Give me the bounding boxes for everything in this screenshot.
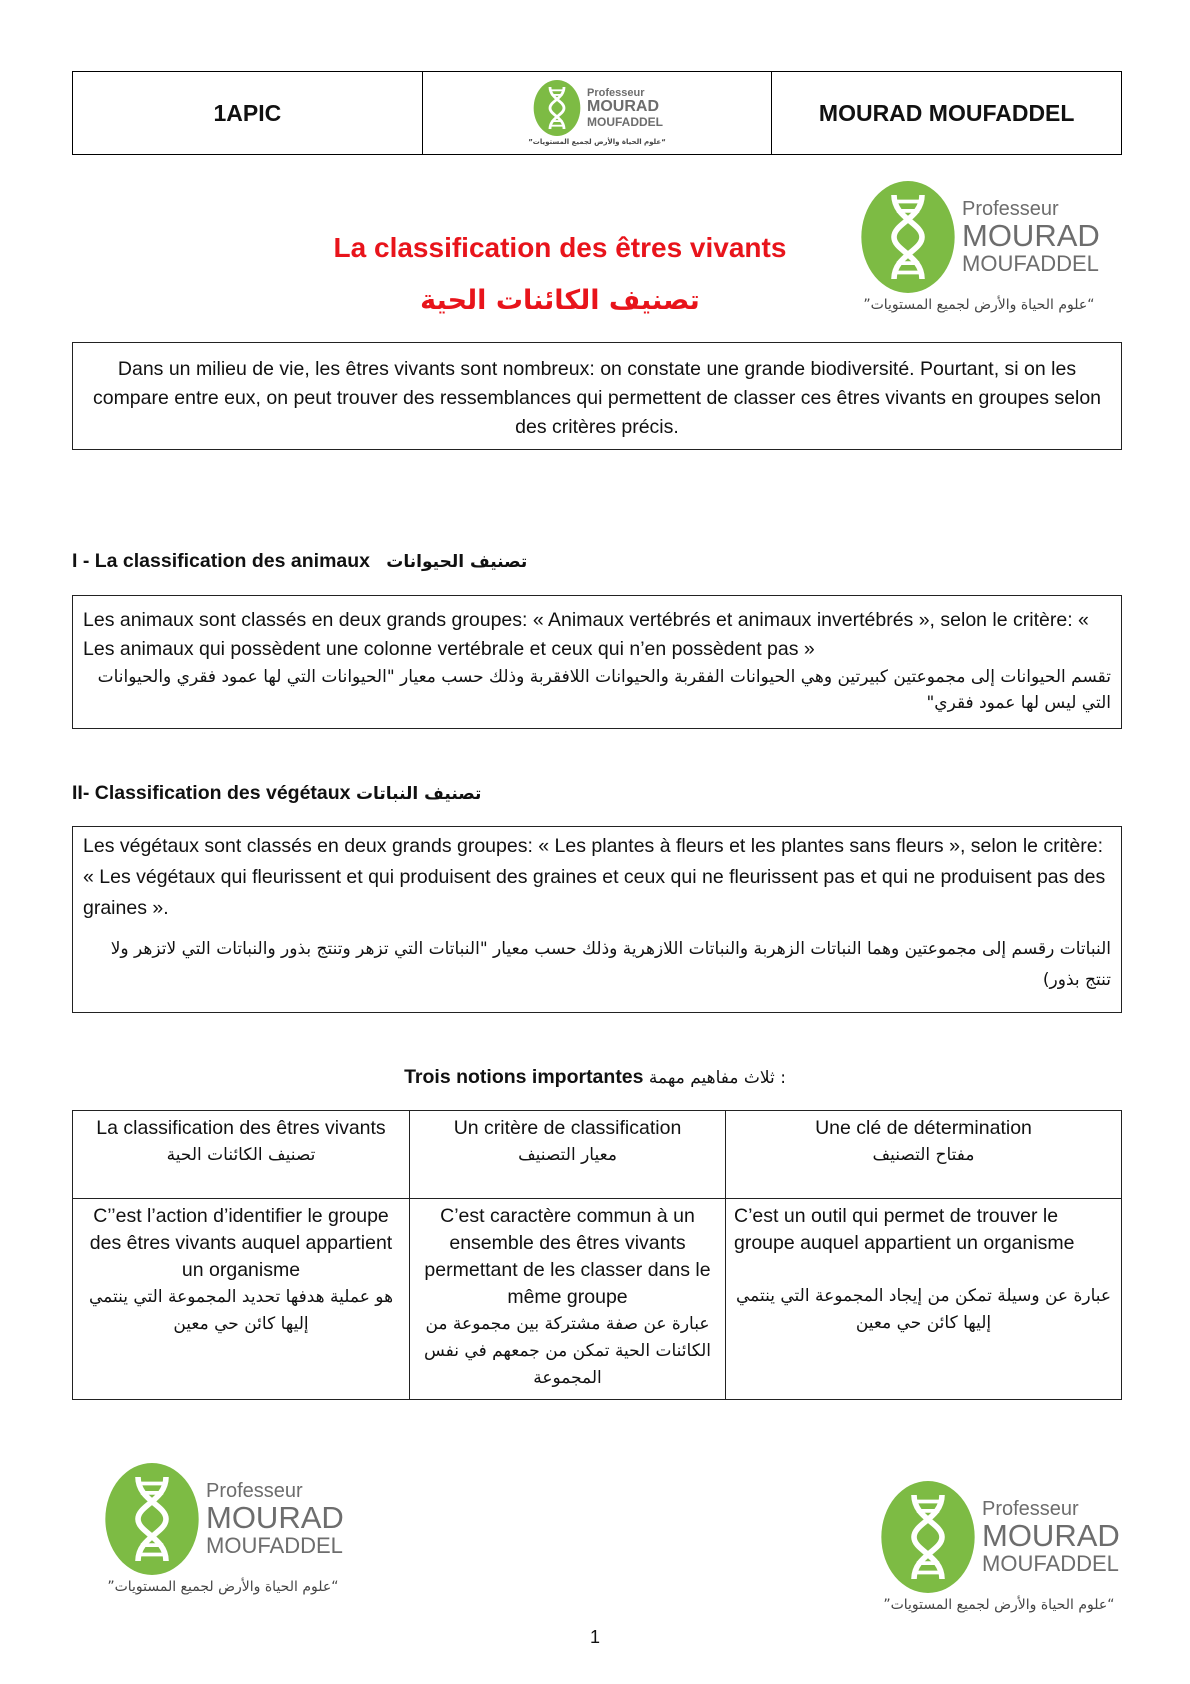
dna-logo-icon (878, 1481, 978, 1593)
section2-text-ar: النباتات رقسم إلى مجموعتين وهما النباتات الزهربة والنباتات اللازهرية وذلك حسب معيار "النباتات التي تزهر وتنتج بذور والنباتات التي لاتزهر ولا تنتج بذور) (110, 939, 1111, 990)
col-header: Un critère de classification معيار التصنيف (410, 1111, 726, 1199)
class-level: 1APIC (213, 99, 282, 126)
section2-heading: II- Classification des végétaux تصنيف النباتات (72, 782, 482, 804)
page-title-arabic: تصنيف الكائنات الحية (420, 285, 700, 316)
section1-heading: I - La classification des animaux تصنيف الحيوانات (72, 550, 528, 572)
dna-logo-icon (858, 181, 958, 293)
logo: Professeur MOURAD MOUFADDEL “علوم الحياة والأرض لجميع المستويات” (878, 1481, 1120, 1613)
section2-text-fr: Les végétaux sont classés en deux grands groupes: « Les plantes à fleurs et les plantes sans fleurs », selon le critère: « Les végétaux qui fleurissent et qui produisent des graines et ceux qui ne fleurissent pas et qui ne produisent pas des graines ». (83, 835, 1106, 919)
definition-cell: C’’est l’action d’identifier le groupe des êtres vivants auquel appartient un organisme هو عملية هدفها تحديد المجموعة التي ينتمي إليها كائن حي معين (73, 1199, 410, 1400)
col-header: La classification des êtres vivants تصنيف الكائنات الحية (73, 1111, 410, 1199)
section1-text-fr: Les animaux sont classés en deux grands groupes: « Animaux vertébrés et animaux invertébrés », selon le critère: « Les animaux qui possèdent une colonne vertébrale et ceux qui n’en possèdent pas » (83, 609, 1089, 660)
page-number: 1 (589, 1627, 600, 1647)
notions-table (72, 1110, 1122, 1400)
dna-logo-icon (531, 80, 583, 136)
intro-text: Dans un milieu de vie, les êtres vivants sont nombreux: on constate une grande biodiversité. Pourtant, si on les compare entre eux, on peut trouver des ressemblances qui permettent de classer ces êtres vivants en groupes selon des critères précis. (92, 358, 1102, 438)
logo: Professeur MOURAD MOUFADDEL “علوم الحياة والأرض لجميع المستويات” (528, 80, 666, 146)
header-table (72, 71, 1122, 155)
logo: Professeur MOURAD MOUFADDEL “علوم الحياة والأرض لجميع المستويات” (858, 181, 1100, 313)
definition-cell: C’est caractère commun à un ensemble des êtres vivants permettant de les classer dans le même groupe عبارة عن صفة مشتركة بين مجموعة من الكائنات الحية تمكن من جمعهم في نفس المجموعة (410, 1199, 726, 1400)
section2-box (72, 826, 1122, 1013)
logo: Professeur MOURAD MOUFADDEL “علوم الحياة والأرض لجميع المستويات” (102, 1463, 344, 1595)
section1-text-ar: تقسم الحيوانات إلى مجموعتين كبيرتين وهي الحيوانات الفقربة والحيوانات اللافقربة وذلك حسب معيار "الحيوانات التي لها عمود فقري والحيوانات التي ليس لها عمود فقري" (97, 667, 1111, 713)
section1-box (72, 595, 1122, 729)
intro-box (72, 342, 1122, 450)
page-title: La classification des êtres vivants (333, 232, 787, 263)
author-name: MOURAD MOUFADDEL (771, 72, 1121, 154)
definition-cell: C’est un outil qui permet de trouver le groupe auquel appartient un organisme عبارة عن وسيلة تمكن من إيجاد المجموعة التي ينتمي إليها كائن حي معين (726, 1199, 1122, 1400)
notions-heading: Trois notions importantes : ثلاث مفاهيم مهمة (404, 1066, 786, 1088)
dna-logo-icon (102, 1463, 202, 1575)
col-header: Une clé de détermination مفتاح التصنيف (726, 1111, 1122, 1199)
